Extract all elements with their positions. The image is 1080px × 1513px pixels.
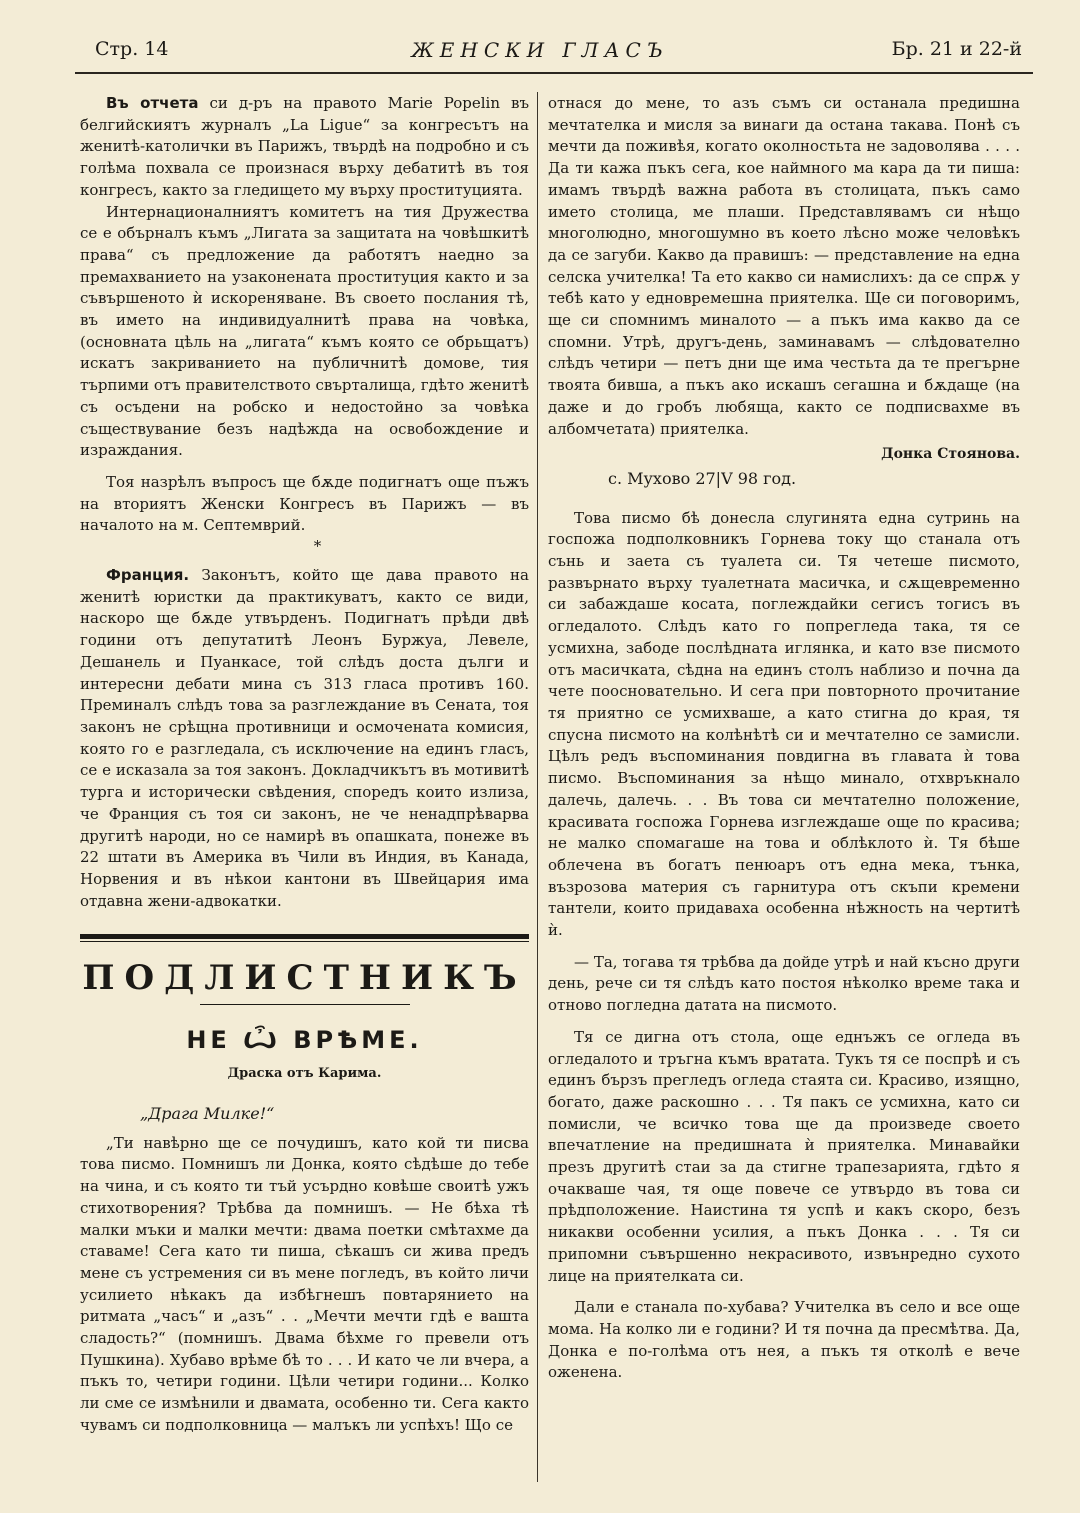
right-column bbox=[548, 93, 1020, 1384]
letter-place-date: с. Мухово 27|V 98 год. bbox=[608, 468, 797, 488]
column-divider bbox=[537, 92, 538, 1482]
feuilleton-heading: ПОДЛИСТНИКЪ bbox=[82, 958, 527, 999]
feuilleton-rule bbox=[200, 1004, 410, 1005]
story-title: НЕ Ѽ ВРѢМЕ. bbox=[186, 1026, 423, 1055]
committee-paragraph: Интернационалниятъ комитетъ на тия Дружества се е обърналъ къмъ „Лигата за защитата на човѣшкитѣ права“ съ предложение да работятъ наедно за премахванието на узаконената проституция както и за съвършеното ѝ искореняване. Въ своето послания тѣ, въ името на индивидуалнитѣ права на човѣка, (основната цѣль на „лигата“ къмъ която се обрьщатъ) искатъ закриванието на публичнитѣ домове, тия търпими отъ правителството свърталища, гдѣто женитѣ съ осъдени на робско и недостойно за човѣка съществувание безъ надѣжда на освобождение и израждания. bbox=[80, 202, 529, 460]
section-rule-thin bbox=[80, 941, 529, 942]
story-paragraph-3: Тя се дигна отъ стола, още еднъжъ се огледа въ огледалото и тръгна къмъ вратата. Тукъ тя се поспрѣ и съ единъ бързъ прегледъ огледа стаята си. Красиво, изящно, богато, даже раскошно . . . Тя пакъ се усмихна, като си помисли, че всичко това ще да произведе своето впечатление на предишната ѝ приятелка. Минавайки презъ другитѣ стаи за да стигне трапезарията, гдѣто я очакваше чая, тя още повече се утвърдо въ това си прѣдположение. Наистина тя успѣ и какъ скоро, безъ никакви особенни усилия, а пъкъ Донка . . . Тя си припомни съвършенно некрасивото, извънредно сухото лице на приятелката си. bbox=[548, 1027, 1020, 1285]
page-number: Стр. 14 bbox=[95, 38, 169, 60]
issue-number: Бр. 21 и 22-й bbox=[891, 38, 1022, 60]
france-lead: Франция. bbox=[106, 566, 190, 585]
report-paragraph bbox=[80, 93, 529, 202]
story-paragraph-1: Това писмо бѣ донесла слугинята една сутринь на госпожа подполковникъ Горнева току що станала отъ сънь и заета съ туалета си. Тя четеше писмото, развърнато върху туалетната масичка, и сѫщевременно си забаждаше косата, поглеждайки сегисъ тогисъ въ огледалото. Слѣдъ като го попрегледа така, тя се усмихна, забоде послѣдната иглянка, и като взе писмото отъ масичката, сѣдна на единъ столъ наблизо и почна да чете поосновательно. И сега при повторното прочитание тя приятно се усмихваше, а като стигна до края, тя спусна писмото на колѣнѣтѣ си и мечтателно се замисли. Цѣлъ редъ въспоминания повдигна въ главата ѝ това писмо. Въспоминания за нѣщо минало, отхвръкнало далечь, далечь. . . Въ това си мечтателно положение, красивата госпожа Горнева изглеждаше още по красива; не малко спомагаше на това и облѣклото ѝ. Тя бѣше облечена въ богатъ пенюаръ отъ една мека, тънка, възрозова материя съ гарнитура отъ скъпи кремени тантели, които придаваха особенна нѣжность на чертитѣ ѝ. bbox=[548, 508, 1020, 940]
left-column bbox=[80, 93, 529, 1437]
report-lead: Въ отчета bbox=[106, 94, 199, 112]
france-paragraph bbox=[80, 565, 529, 912]
letter-signature: Донка Стоянова. bbox=[881, 446, 1020, 463]
header-rule bbox=[75, 72, 1033, 74]
story-byline: Драска отъ Карима. bbox=[227, 1066, 382, 1082]
france-text: Законътъ, който ще дава правото на женитѣ юристки да практикуватъ, както се види, наскоро ще бѫде утвърденъ. Подигнатъ прѣди двѣ години отъ депутатитѣ Леонъ Буржуа, Левеле, Дешанель и Пуанкасе, той слѣдъ доста дълги и интересни дебати мина съ 313 гласа противъ 160. Преминалъ слѣдъ това за разглеждание въ Сената, тоя законъ не срѣщна противници и осмочената комисия, която го е разгледала, съ исключение на единъ гласъ, се е исказала за тоя законъ. Докладчикътъ въ мотивитѣ турга и исторически свѣдения, споредъ които излиза, че Франция съ тоя си законъ, не че ненадпрѣварва другитѣ народи, но се намирѣ въ опашката, понеже въ 22 штати въ Америка въ Чили въ Индия, въ Канада, Норвения и въ нѣкои кантони въ Швейцария има отдавна жени-адвокатки. bbox=[80, 566, 529, 910]
letter-continuation: отнася до мене, то азъ съмъ си останала предишна мечтателка и мисля за винаги да остана такава. Понѣ съ мечти да поживѣя, когато околностьта не задоволява . . . . Да ти кажа пъкъ сега, кое наймного ма кара да ти пиша: имамъ твърдѣ важна работа въ столицата, пъкъ само името столица, ме плаши. Представлявамъ си нѣщо многолюдно, многошумно въ което лѣсно може человѣкъ да се загуби. Какво да правишъ: — представление на една селска учителка! Та ето какво си намислихъ: да се спрѫ у тебѣ като у едновремешна приятелка. Ще си поговоримъ, ще си спомнимъ миналото — а пъкъ има какво да се спомни. Утрѣ, другъ-день, заминавамъ — слѣдователно слѣдъ четири — петъ дни ще има честьта да те прегърне твоята бивша, а пъкъ ако искашъ сегашна и бѫдаще (на даже и до гробъ любяща, както се подписвахме въ албомчетата) приятелка. bbox=[548, 94, 1020, 438]
separator-star: * bbox=[313, 537, 322, 556]
letter-text: „Ти навѣрно ще се почудишъ, като кой ти писва това писмо. Помнишъ ли Донка, която сѣдѣше до тебе на чина, и съ която ти тъй усърдно ковѣше своитѣ ужъ стихотворения? Трѣбва да помнишъ. — Не бѣха тѣ малки мъки и малки мечти: двама поетки смѣтахме да ставаме! Сега като ти пиша, сѣкашъ си жива предъ мене съ устремения си въ мене погледъ, въ който личи усилието нѣкакъ да избѣгнешъ повтарянието на ритмата „часъ“ и „азъ“ . . „Мечти мечти гдѣ е вашта сладость?“ (помнишъ. Двама бѣхме го превели отъ Пушкина). Хубаво врѣме бѣ то . . . И като че ли вчера, а пъкъ то, четири години. Цѣли четири години... Колко ли сме се измѣнили и двамата, особенно ти. Сега както чувамъ си подполковница — малъкъ ли успѣхъ! Що се bbox=[80, 1133, 529, 1434]
story-paragraph-4: Дали е станала по-хубава? Учителка въ село и все още мома. На колко ли е години? И тя почна да пресмѣтва. Да, Донка е по-голѣма отъ нея, а пъкъ тя отколѣ е вече оженена. bbox=[548, 1298, 1020, 1382]
congress-paragraph: Тоя назрѣлъ въпросъ ще бѫде подигнатъ още пъжъ на вториятъ Женски Конгресъ въ Парижъ — въ началото на м. Септемврий. bbox=[80, 472, 529, 535]
report-text: си д-ръ на правото Marie Popelin въ белгийскиятъ журналъ „La Ligue“ за конгресътъ на женитѣ-католички въ Парижъ, твърдѣ на подробно и съ голѣма похвала се произнася върху дебатитѣ въ тоя конгресъ, както за гледището му върху проституцията. bbox=[80, 94, 529, 199]
section-rule-thick bbox=[80, 934, 529, 939]
story-paragraph-2: — Та, тогава тя трѣбва да дойде утрѣ и най късно други день, рече си тя слѣдъ като постоя нѣколко време така и отново погледна датата на писмото. bbox=[548, 952, 1020, 1015]
masthead-title: ЖЕНСКИ ГЛАСЪ bbox=[411, 38, 669, 62]
letter-salutation: „Драга Милке!“ bbox=[140, 1104, 275, 1124]
